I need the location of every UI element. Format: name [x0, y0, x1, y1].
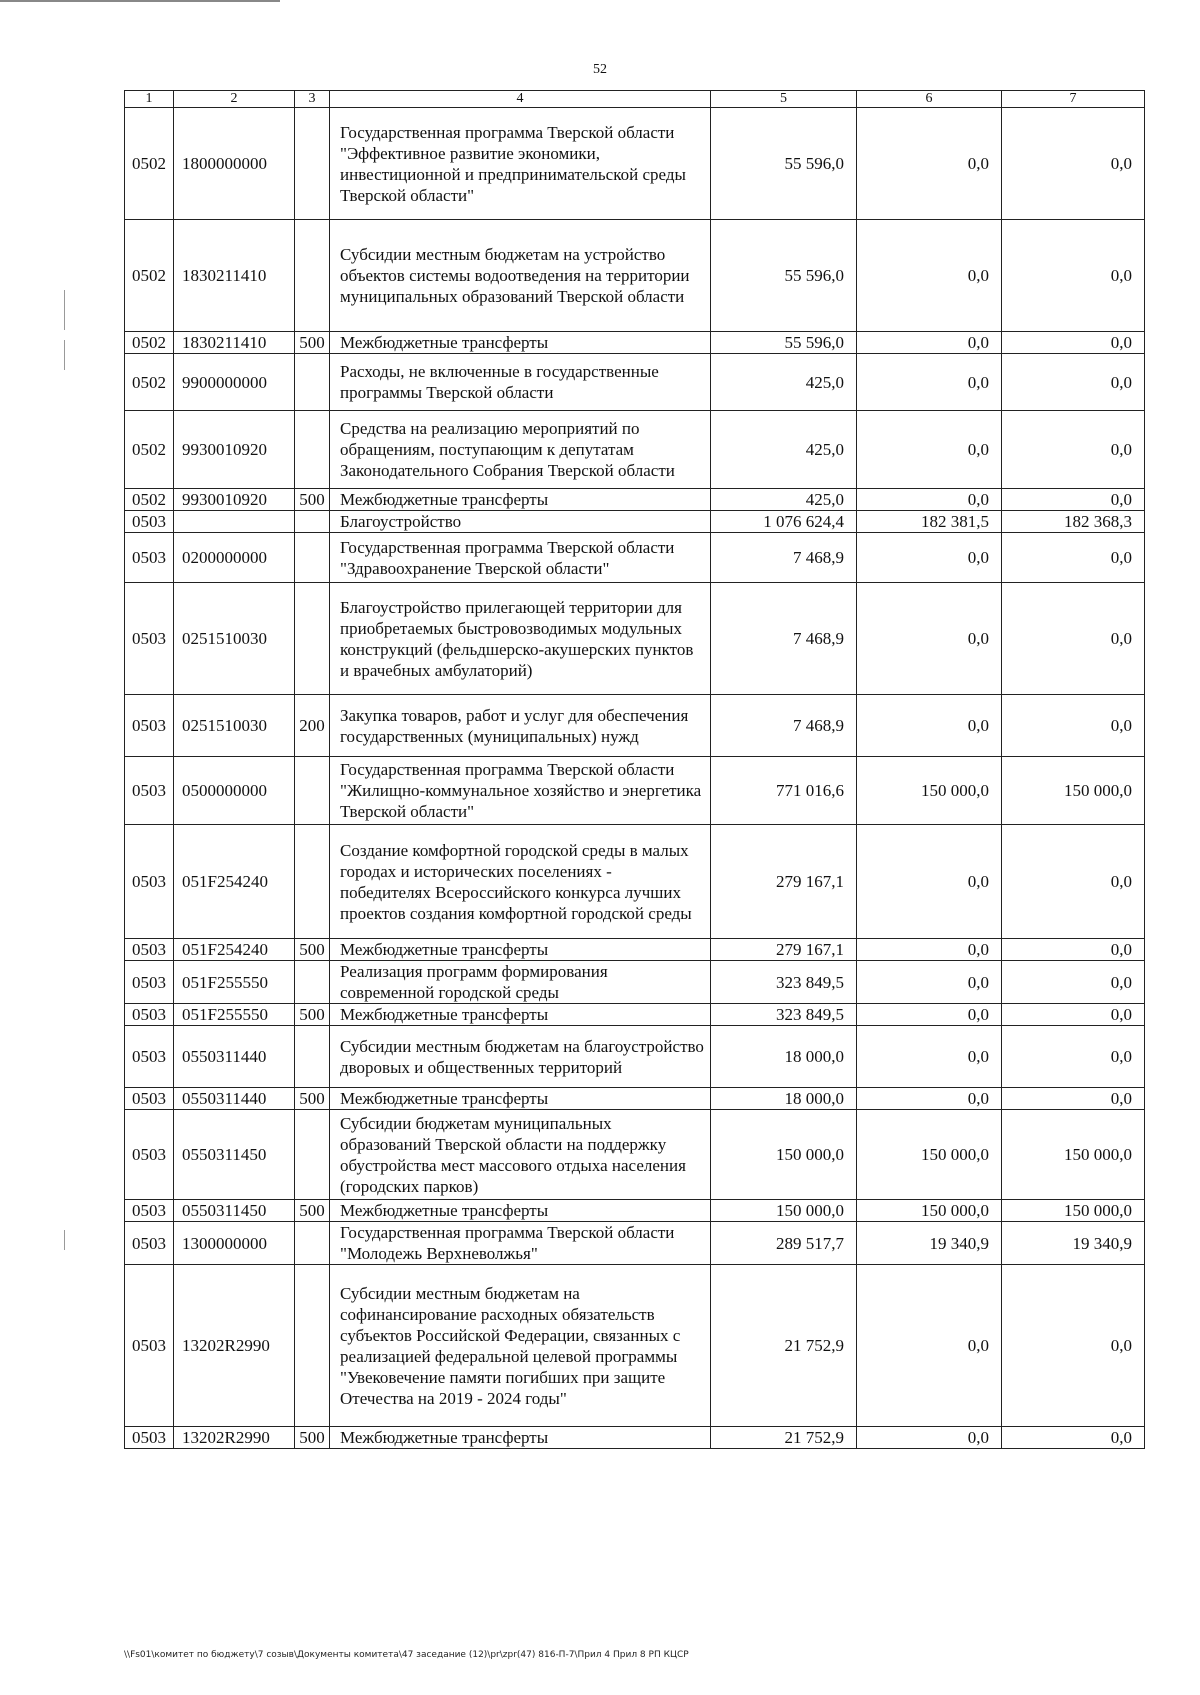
amount-col7-cell: 0,0: [1002, 939, 1145, 961]
amount-col6-cell: 0,0: [857, 1265, 1002, 1427]
section-code-cell: 0503: [125, 825, 174, 939]
description-cell: Благоустройство прилегающей территории для приобретаемых быстровозводимых модульных конструкций (фельдшерско-акушерских пунктов и врачебных амбулаторий): [330, 583, 711, 695]
table-row: [125, 220, 1145, 332]
table-row: [125, 411, 1145, 489]
column-header: 2: [174, 91, 295, 108]
scan-margin-mark: [64, 290, 65, 330]
description-cell: Расходы, не включенные в государственные программы Тверской области: [330, 354, 711, 411]
target-code-cell: 051F254240: [174, 939, 295, 961]
amount-col7-cell: 150 000,0: [1002, 1110, 1145, 1200]
amount-col7-cell: 0,0: [1002, 583, 1145, 695]
description-cell: Межбюджетные трансферты: [330, 939, 711, 961]
column-header: 5: [711, 91, 857, 108]
table-row: [125, 1200, 1145, 1222]
section-code-cell: 0502: [125, 489, 174, 511]
scan-edge-mark: [0, 0, 280, 2]
amount-col7-cell: 0,0: [1002, 332, 1145, 354]
table-row: [125, 332, 1145, 354]
section-code-cell: 0503: [125, 1004, 174, 1026]
target-code-cell: 051F254240: [174, 825, 295, 939]
amount-col7-cell: 0,0: [1002, 489, 1145, 511]
amount-col5-cell: 7 468,9: [711, 695, 857, 757]
column-header: 6: [857, 91, 1002, 108]
target-code-cell: 13202R2990: [174, 1427, 295, 1449]
amount-col5-cell: 323 849,5: [711, 1004, 857, 1026]
amount-col6-cell: 150 000,0: [857, 1200, 1002, 1222]
section-code-cell: 0503: [125, 961, 174, 1004]
table-row: [125, 1265, 1145, 1427]
section-code-cell: 0502: [125, 354, 174, 411]
target-code-cell: 0251510030: [174, 583, 295, 695]
expense-type-cell: 500: [295, 939, 330, 961]
amount-col7-cell: 0,0: [1002, 961, 1145, 1004]
expense-type-cell: 500: [295, 1004, 330, 1026]
target-code-cell: [174, 511, 295, 533]
amount-col5-cell: 55 596,0: [711, 108, 857, 220]
budget-table: [124, 90, 1145, 1449]
amount-col6-cell: 0,0: [857, 354, 1002, 411]
amount-col6-cell: 0,0: [857, 583, 1002, 695]
amount-col6-cell: 0,0: [857, 220, 1002, 332]
section-code-cell: 0502: [125, 332, 174, 354]
expense-type-cell: [295, 533, 330, 583]
amount-col5-cell: 18 000,0: [711, 1026, 857, 1088]
section-code-cell: 0502: [125, 220, 174, 332]
description-cell: Межбюджетные трансферты: [330, 1200, 711, 1222]
scan-margin-mark: [64, 340, 65, 370]
amount-col5-cell: 771 016,6: [711, 757, 857, 825]
description-cell: Государственная программа Тверской области "Жилищно-коммунальное хозяйство и энергетика Тверской области": [330, 757, 711, 825]
section-code-cell: 0503: [125, 939, 174, 961]
table-row: [125, 961, 1145, 1004]
table-row: [125, 1004, 1145, 1026]
amount-col6-cell: 0,0: [857, 411, 1002, 489]
amount-col5-cell: 279 167,1: [711, 939, 857, 961]
description-cell: Создание комфортной городской среды в малых городах и исторических поселениях - победителях Всероссийского конкурса лучших проектов создания комфортной городской среды: [330, 825, 711, 939]
description-cell: Межбюджетные трансферты: [330, 1427, 711, 1449]
amount-col6-cell: 0,0: [857, 1427, 1002, 1449]
target-code-cell: 9930010920: [174, 411, 295, 489]
expense-type-cell: [295, 1110, 330, 1200]
description-cell: Межбюджетные трансферты: [330, 332, 711, 354]
expense-type-cell: [295, 108, 330, 220]
column-header: 3: [295, 91, 330, 108]
amount-col7-cell: 0,0: [1002, 108, 1145, 220]
amount-col6-cell: 150 000,0: [857, 1110, 1002, 1200]
section-code-cell: 0503: [125, 1265, 174, 1427]
expense-type-cell: 500: [295, 1088, 330, 1110]
description-cell: Субсидии местным бюджетам на софинансирование расходных обязательств субъектов Российской Федерации, связанных с реализацией федеральной целевой программы "Увековечение памяти погибших при защите Отечества на 2019 - 2024 годы": [330, 1265, 711, 1427]
description-cell: Средства на реализацию мероприятий по обращениям, поступающим к депутатам Законодательного Собрания Тверской области: [330, 411, 711, 489]
expense-type-cell: [295, 1265, 330, 1427]
amount-col5-cell: 21 752,9: [711, 1265, 857, 1427]
amount-col6-cell: 0,0: [857, 332, 1002, 354]
target-code-cell: 0550311450: [174, 1110, 295, 1200]
expense-type-cell: [295, 1222, 330, 1265]
target-code-cell: 0550311450: [174, 1200, 295, 1222]
amount-col6-cell: 0,0: [857, 939, 1002, 961]
expense-type-cell: [295, 961, 330, 1004]
column-header-row: [125, 91, 1145, 108]
amount-col5-cell: 55 596,0: [711, 332, 857, 354]
section-code-cell: 0502: [125, 108, 174, 220]
amount-col5-cell: 150 000,0: [711, 1110, 857, 1200]
amount-col7-cell: 0,0: [1002, 411, 1145, 489]
table-row: [125, 583, 1145, 695]
target-code-cell: 0500000000: [174, 757, 295, 825]
amount-col6-cell: 19 340,9: [857, 1222, 1002, 1265]
amount-col7-cell: 0,0: [1002, 354, 1145, 411]
amount-col6-cell: 0,0: [857, 108, 1002, 220]
expense-type-cell: [295, 583, 330, 695]
section-code-cell: 0503: [125, 1200, 174, 1222]
target-code-cell: 1830211410: [174, 332, 295, 354]
description-cell: Государственная программа Тверской области "Эффективное развитие экономики, инвестиционной и предпринимательской среды Тверской области": [330, 108, 711, 220]
expense-type-cell: [295, 411, 330, 489]
amount-col7-cell: 0,0: [1002, 825, 1145, 939]
section-code-cell: 0503: [125, 583, 174, 695]
target-code-cell: 0550311440: [174, 1026, 295, 1088]
expense-type-cell: [295, 354, 330, 411]
description-cell: Государственная программа Тверской области "Молодежь Верхневолжья": [330, 1222, 711, 1265]
amount-col7-cell: 0,0: [1002, 1004, 1145, 1026]
section-code-cell: 0503: [125, 757, 174, 825]
expense-type-cell: 500: [295, 1200, 330, 1222]
amount-col5-cell: 279 167,1: [711, 825, 857, 939]
amount-col5-cell: 150 000,0: [711, 1200, 857, 1222]
expense-type-cell: [295, 1026, 330, 1088]
amount-col5-cell: 7 468,9: [711, 533, 857, 583]
section-code-cell: 0503: [125, 1110, 174, 1200]
amount-col7-cell: 19 340,9: [1002, 1222, 1145, 1265]
expense-type-cell: [295, 825, 330, 939]
target-code-cell: 9900000000: [174, 354, 295, 411]
table-row: [125, 511, 1145, 533]
amount-col5-cell: 18 000,0: [711, 1088, 857, 1110]
amount-col6-cell: 0,0: [857, 1004, 1002, 1026]
amount-col7-cell: 0,0: [1002, 533, 1145, 583]
section-code-cell: 0503: [125, 695, 174, 757]
expense-type-cell: 500: [295, 332, 330, 354]
table-row: [125, 1088, 1145, 1110]
amount-col5-cell: 425,0: [711, 489, 857, 511]
amount-col6-cell: 0,0: [857, 1026, 1002, 1088]
target-code-cell: 9930010920: [174, 489, 295, 511]
amount-col6-cell: 150 000,0: [857, 757, 1002, 825]
amount-col7-cell: 0,0: [1002, 220, 1145, 332]
target-code-cell: 0550311440: [174, 1088, 295, 1110]
amount-col6-cell: 0,0: [857, 1088, 1002, 1110]
section-code-cell: 0502: [125, 411, 174, 489]
amount-col5-cell: 21 752,9: [711, 1427, 857, 1449]
description-cell: Субсидии местным бюджетам на устройство объектов системы водоотведения на территории муниципальных образований Тверской области: [330, 220, 711, 332]
amount-col6-cell: 0,0: [857, 825, 1002, 939]
table-row: [125, 1026, 1145, 1088]
amount-col6-cell: 0,0: [857, 961, 1002, 1004]
amount-col6-cell: 0,0: [857, 489, 1002, 511]
amount-col7-cell: 0,0: [1002, 695, 1145, 757]
table-row: [125, 695, 1145, 757]
page-number: 52: [593, 62, 607, 77]
section-code-cell: 0503: [125, 1427, 174, 1449]
scan-margin-mark: [64, 1230, 65, 1250]
expense-type-cell: [295, 220, 330, 332]
amount-col6-cell: 0,0: [857, 695, 1002, 757]
section-code-cell: 0503: [125, 1026, 174, 1088]
expense-type-cell: 200: [295, 695, 330, 757]
amount-col5-cell: 323 849,5: [711, 961, 857, 1004]
table-row: [125, 1110, 1145, 1200]
amount-col6-cell: 0,0: [857, 533, 1002, 583]
target-code-cell: 13202R2990: [174, 1265, 295, 1427]
target-code-cell: 051F255550: [174, 1004, 295, 1026]
footer-file-path: \\Fs01\комитет по бюджету\7 созыв\Документы комитета\47 заседание (12)\pr\zpr(47) 816-П-7\Прил 4 Прил 8 РП КЦСР: [124, 1650, 689, 1660]
amount-col7-cell: 0,0: [1002, 1265, 1145, 1427]
target-code-cell: 1300000000: [174, 1222, 295, 1265]
amount-col5-cell: 425,0: [711, 354, 857, 411]
expense-type-cell: 500: [295, 489, 330, 511]
target-code-cell: 051F255550: [174, 961, 295, 1004]
column-header: 7: [1002, 91, 1145, 108]
amount-col7-cell: 0,0: [1002, 1427, 1145, 1449]
target-code-cell: 1830211410: [174, 220, 295, 332]
table-row: [125, 1427, 1145, 1449]
section-code-cell: 0503: [125, 1222, 174, 1265]
table-row: [125, 354, 1145, 411]
amount-col7-cell: 150 000,0: [1002, 757, 1145, 825]
amount-col7-cell: 150 000,0: [1002, 1200, 1145, 1222]
section-code-cell: 0503: [125, 1088, 174, 1110]
table-row: [125, 108, 1145, 220]
expense-type-cell: [295, 511, 330, 533]
table-row: [125, 939, 1145, 961]
column-header: 1: [125, 91, 174, 108]
amount-col5-cell: 1 076 624,4: [711, 511, 857, 533]
amount-col6-cell: 182 381,5: [857, 511, 1002, 533]
description-cell: Закупка товаров, работ и услуг для обеспечения государственных (муниципальных) нужд: [330, 695, 711, 757]
description-cell: Субсидии местным бюджетам на благоустройство дворовых и общественных территорий: [330, 1026, 711, 1088]
table-row: [125, 1222, 1145, 1265]
description-cell: Реализация программ формирования современной городской среды: [330, 961, 711, 1004]
target-code-cell: 0251510030: [174, 695, 295, 757]
target-code-cell: 1800000000: [174, 108, 295, 220]
description-cell: Межбюджетные трансферты: [330, 1004, 711, 1026]
expense-type-cell: [295, 757, 330, 825]
description-cell: Благоустройство: [330, 511, 711, 533]
expense-type-cell: 500: [295, 1427, 330, 1449]
table-row: [125, 489, 1145, 511]
description-cell: Межбюджетные трансферты: [330, 489, 711, 511]
section-code-cell: 0503: [125, 533, 174, 583]
description-cell: Межбюджетные трансферты: [330, 1088, 711, 1110]
column-header: 4: [330, 91, 711, 108]
table-row: [125, 757, 1145, 825]
amount-col7-cell: 0,0: [1002, 1026, 1145, 1088]
section-code-cell: 0503: [125, 511, 174, 533]
target-code-cell: 0200000000: [174, 533, 295, 583]
description-cell: Субсидии бюджетам муниципальных образований Тверской области на поддержку обустройства мест массового отдыха населения (городских парков): [330, 1110, 711, 1200]
amount-col5-cell: 289 517,7: [711, 1222, 857, 1265]
amount-col7-cell: 0,0: [1002, 1088, 1145, 1110]
amount-col7-cell: 182 368,3: [1002, 511, 1145, 533]
description-cell: Государственная программа Тверской области "Здравоохранение Тверской области": [330, 533, 711, 583]
amount-col5-cell: 425,0: [711, 411, 857, 489]
table-row: [125, 825, 1145, 939]
amount-col5-cell: 7 468,9: [711, 583, 857, 695]
amount-col5-cell: 55 596,0: [711, 220, 857, 332]
table-row: [125, 533, 1145, 583]
